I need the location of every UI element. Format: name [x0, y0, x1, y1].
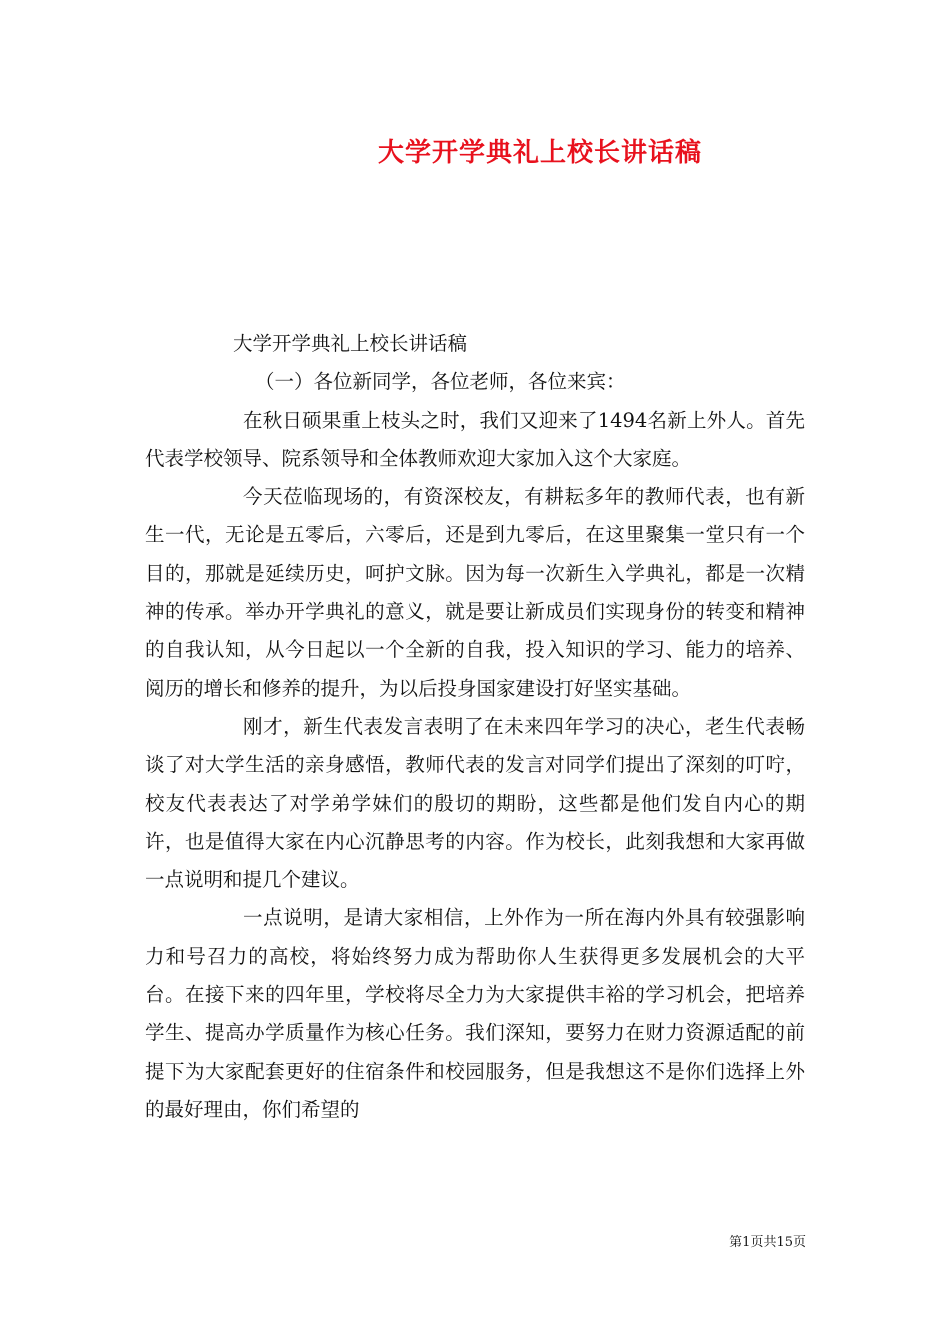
speech-greeting: （一）各位新同学，各位老师，各位来宾： — [255, 370, 626, 394]
paragraph-3: 刚才，新生代表发言表明了在未来四年学习的决心，老生代表畅谈了对大学生活的亲身感悟，教师代表的发言对同学们提出了深刻的叮咛，校友代表表达了对学弟学妹们的殷切的期盼，这些都是他们发自内心的期许，也是值得大家在内心沉静思考的内容。作为校长，此刻我想和大家再做一点说明和提几个建议。 — [145, 714, 805, 892]
paragraph-2: 今天莅临现场的，有资深校友，有耕耘多年的教师代表，也有新生一代，无论是五零后，六零后，还是到九零后，在这里聚集一堂只有一个目的，那就是延续历史，呵护文脉。因为每一次新生入学典礼，都是一次精神的传承。举办开学典礼的意义，就是要让新成员们实现身份的转变和精神的自我认知，从今日起以一个全新的自我，投入知识的学习、能力的培养、阅历的增长和修养的提升，为以后投身国家建设打好坚实基础。 — [145, 485, 805, 700]
paragraph-1: 在秋日硕果重上枝头之时，我们又迎来了1494名新上外人。首先代表学校领导、院系领导和全体教师欢迎大家加入这个大家庭。 — [145, 408, 805, 470]
page-number-footer: 第1页共15页 — [729, 1235, 806, 1250]
document-body — [145, 325, 805, 1129]
document-title: 大学开学典礼上校长讲话稿 — [377, 138, 702, 168]
speech-subtitle: 大学开学典礼上校长讲话稿 — [233, 332, 468, 355]
paragraph-4: 一点说明，是请大家相信，上外作为一所在海内外具有较强影响力和号召力的高校，将始终努力成为帮助你人生获得更多发展机会的大平台。在接下来的四年里，学校将尽全力为大家提供丰裕的学习机会，把培养学生、提高办学质量作为核心任务。我们深知，要努力在财力资源适配的前提下为大家配套更好的住宿条件和校园服务，但是我想这不是你们选择上外的最好理由，你们希望的 — [145, 906, 805, 1121]
